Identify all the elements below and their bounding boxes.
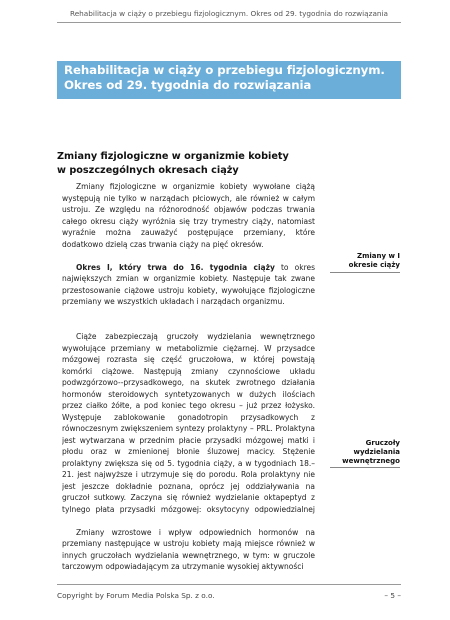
- paragraph-period-one: [62, 262, 315, 320]
- period-one-lead: Okres I, który trwa do 16. tygodnia ciąży: [76, 262, 275, 272]
- page-number: – 5 –: [384, 591, 401, 600]
- section-heading: [57, 150, 317, 178]
- section-heading-line-2: w poszczególnych okresach ciąży: [57, 165, 239, 176]
- footer-copyright: Copyright by Forum Media Polska Sp. z o.o.: [57, 591, 215, 600]
- paragraph-growth-changes: Zmiany wzrostowe i wpływ odpowiednich hormonów na przemiany następujące w ustroju kobiety mają miejsce również w innych gruczołach wydzielania wewnętrznego, w tym: w gruczole tarczowym odpowiadającym za utrzymanie wysokiej aktywności: [62, 527, 315, 571]
- period-one-text: to okres największych zmian w organizmie kobiety. Następuje tak zwane przestosowanie ciążowe ustroju kobiety, wywołujące fizjologiczne przemiany we wszystkich układach i narządach organizmu.: [62, 262, 315, 306]
- margin-note-first-period: Zmiany w I okresie ciąży: [330, 252, 400, 273]
- body-text-column: [62, 181, 315, 607]
- margin-note-endocrine-glands: Gruczoły wydzielania wewnętrznego: [330, 439, 400, 468]
- section-heading-line-1: Zmiany fizjologiczne w organizmie kobiety: [57, 151, 289, 162]
- chapter-title-band: [57, 61, 401, 99]
- footer-divider: [57, 584, 401, 585]
- chapter-title-line-2: Okres od 29. tygodnia do rozwiązania: [64, 78, 312, 92]
- running-header: Rehabilitacja w ciąży o przebiegu fizjologicznym. Okres od 29. tygodnia do rozwiązania: [69, 9, 389, 18]
- paragraph-endocrine-glands: Ciąże zabezpieczają gruczoły wydzielania wewnętrznego wywołujące przemiany w metabolizmie ciężarnej. W przysadce mózgowej rozrasta się część gruczołowa, w której powstają komórki ciążowe. Następują zmiany czynnościowe układu podwzgórzowo--przysadkowego, na skutek zwrotnego działania hormonów steroidowych syntetyzowanych w dużych ilościach przez ciałko żółte, a pod koniec tego okresu – już przez łożysko. Występuje zablokowanie gonadotropin przysadkowych z równoczesnym zwiększeniem syntezy prolaktyny – PRL. Prolaktyna jest wytwarzana w przednim płacie przysadki mózgowej matki i płodu oraz w zmienionej błonie śluzowej macicy. Stężenie prolaktyny zwiększa się od 5. tygodnia ciąży, a w tygodniach 18.–21. jest najwyższe i utrzymuje się do porodu. Rola prolaktyny nie jest jeszcze dokładnie poznana, oprócz jej oddziaływania na gruczoł sutkowy. Zaczyna się również wydzielanie oktapeptyd z tylnego płata przysadki mózgowej: oksytocyny odpowiedzialnej: [62, 332, 315, 514]
- header-divider: [57, 22, 401, 23]
- paragraph-intro: Zmiany fizjologiczne w organizmie kobiety wywołane ciążą występują nie tylko w narządach płciowych, ale również w całym ustroju. Ze względu na różnorodność objawów podczas trwania całego okresu ciąży wyróżnia się trzy trymestry ciąży, natomiast wyraźnie można zauważyć postępujące przemiany, które dodatkowo dzielą czas trwania ciąży na pięć okresów.: [62, 182, 315, 249]
- chapter-title-line-1: Rehabilitacja w ciąży o przebiegu fizjologicznym.: [64, 63, 385, 77]
